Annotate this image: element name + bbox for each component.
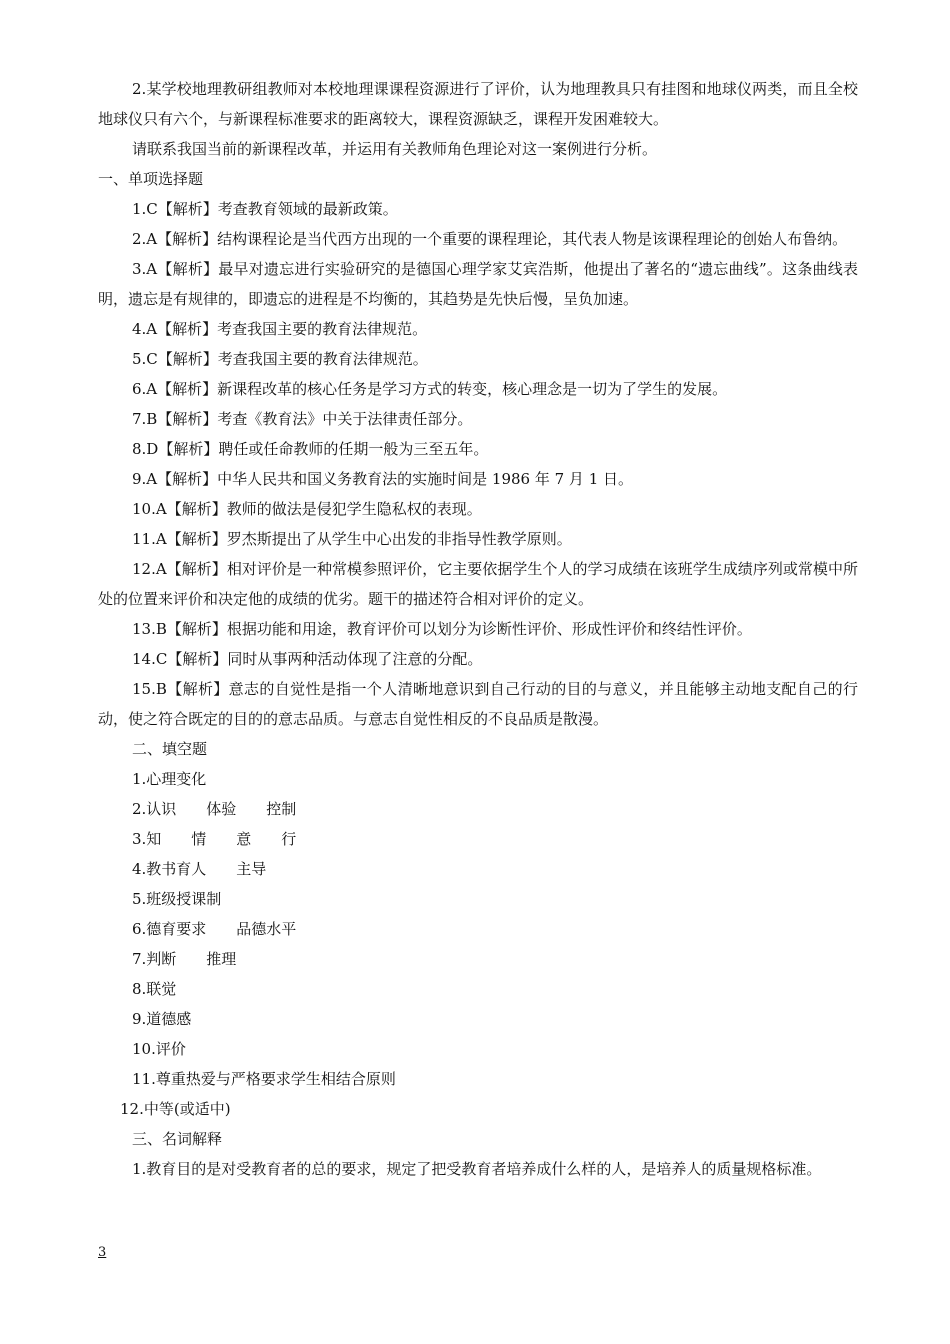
- case-question-paragraph: 2.某学校地理教研组教师对本校地理课课程资源进行了评价，认为地理教具只有挂图和地球仪两类，而且全校地球仪只有六个，与新课程标准要求的距离较大，课程资源缺乏，课程开发困难较大。: [98, 80, 858, 128]
- fill-blank-item: 5.班级授课制: [132, 890, 222, 908]
- answer-item: 4.A【解析】考查我国主要的教育法律规范。: [132, 320, 428, 338]
- fill-blank-item: 9.道德感: [132, 1010, 192, 1028]
- fill-blank-item: 1.心理变化: [132, 770, 207, 788]
- fill-blank-item: 10.评价: [132, 1040, 186, 1058]
- answer-item: 6.A【解析】新课程改革的核心任务是学习方式的转变，核心理念是一切为了学生的发展。: [132, 380, 728, 398]
- answer-item: 15.B【解析】意志的自觉性是指一个人清晰地意识到自己行动的目的与意义，并且能够主动地支配自己的行动，使之符合既定的目的的意志品质。与意志自觉性相反的不良品质是散漫。: [98, 680, 858, 728]
- answer-item: 11.A【解析】罗杰斯提出了从学生中心出发的非指导性教学原则。: [132, 530, 572, 548]
- answer-item: 1.C【解析】考查教育领域的最新政策。: [132, 200, 398, 218]
- answer-item: 2.A【解析】结构课程论是当代西方出现的一个重要的课程理论，其代表人物是该课程理论的创始人布鲁纳。: [132, 230, 848, 248]
- answer-item: 14.C【解析】同时从事两种活动体现了注意的分配。: [132, 650, 483, 668]
- term-definition-item: 1.教育目的是对受教育者的总的要求，规定了把受教育者培养成什么样的人，是培养人的质量规格标准。: [132, 1160, 822, 1178]
- answer-item: 5.C【解析】考查我国主要的教育法律规范。: [132, 350, 428, 368]
- answer-item: 7.B【解析】考查《教育法》中关于法律责任部分。: [132, 410, 473, 428]
- section-heading-single-choice: 一、单项选择题: [98, 170, 204, 188]
- document-page: [98, 74, 858, 1184]
- fill-blank-item: 7.判断 推理: [132, 950, 237, 968]
- fill-blank-item: 2.认识 体验 控制: [132, 800, 297, 818]
- fill-blank-item: 6.德育要求 品德水平: [132, 920, 297, 938]
- answer-item: 3.A【解析】最早对遗忘进行实验研究的是德国心理学家艾宾浩斯，他提出了著名的“遗忘曲线”。这条曲线表明，遗忘是有规律的，即遗忘的进程是不均衡的，其趋势是先快后慢，呈负加速。: [98, 260, 858, 308]
- fill-blank-item: 4.教书育人 主导: [132, 860, 267, 878]
- page-number: 3: [98, 1245, 107, 1260]
- answer-item: 10.A【解析】教师的做法是侵犯学生隐私权的表现。: [132, 500, 482, 518]
- fill-blank-item: 3.知 情 意 行: [132, 830, 297, 848]
- fill-blank-item: 8.联觉: [132, 980, 177, 998]
- answer-item: 12.A【解析】相对评价是一种常模参照评价，它主要依据学生个人的学习成绩在该班学生成绩序列或常模中所处的位置来评价和决定他的成绩的优劣。题干的描述符合相对评价的定义。: [98, 560, 858, 608]
- section-heading-fill-blank: 二、填空题: [132, 740, 208, 758]
- answer-item: 13.B【解析】根据功能和用途，教育评价可以划分为诊断性评价、形成性评价和终结性评价。: [132, 620, 752, 638]
- fill-blank-item: 12.中等(或适中): [120, 1100, 231, 1118]
- case-question-prompt: 请联系我国当前的新课程改革，并运用有关教师角色理论对这一案例进行分析。: [132, 140, 658, 158]
- section-heading-term-definition: 三、名词解释: [132, 1130, 223, 1148]
- fill-blank-item: 11.尊重热爱与严格要求学生相结合原则: [132, 1070, 396, 1088]
- answer-item: 8.D【解析】聘任或任命教师的任期一般为三至五年。: [132, 440, 489, 458]
- answer-item: 9.A【解析】中华人民共和国义务教育法的实施时间是 1986 年 7 月 1 日。: [132, 470, 634, 488]
